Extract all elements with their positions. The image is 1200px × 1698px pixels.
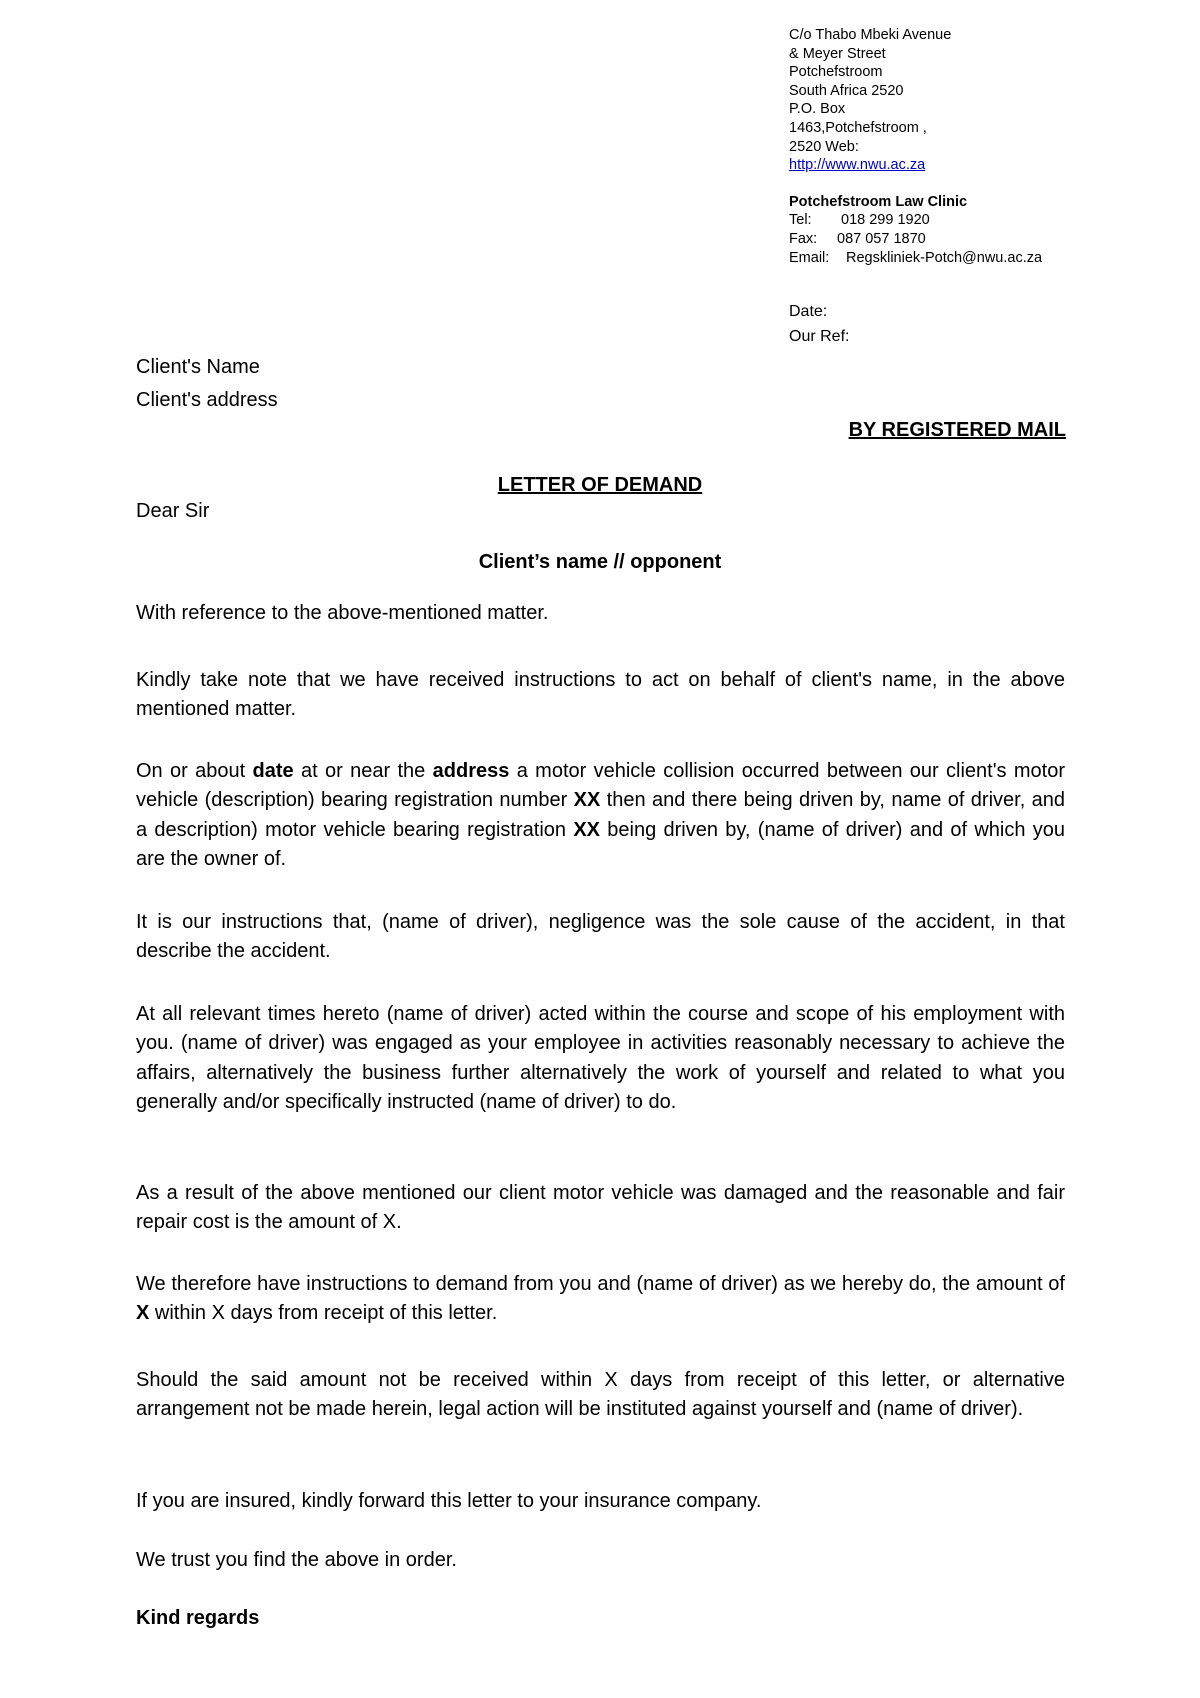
paragraph-legal-action: Should the said amount not be received within X days from receipt of this letter, or alternative arrangement not be made herein, legal action will be instituted against yourself and (name of driver). (136, 1369, 1065, 1421)
tel-row (789, 211, 1089, 230)
delivery-note: BY REGISTERED MAIL (848, 419, 1066, 441)
tel-label: Tel: (789, 212, 812, 229)
date-label: Date: (789, 303, 828, 320)
closing: Kind regards (136, 1607, 260, 1629)
address-line: C/o Thabo Mbeki Avenue (789, 27, 952, 43)
website-link[interactable]: http://www.nwu.ac.za (789, 157, 926, 174)
subject-line: Client’s name // opponent (478, 551, 722, 573)
recipient-block (136, 351, 278, 417)
tel-value: 018 299 1920 (841, 212, 930, 229)
address-line: Potchefstroom (789, 64, 883, 81)
paragraph-insurance: If you are insured, kindly forward this letter to your insurance company. (136, 1490, 762, 1512)
email-label: Email: (789, 249, 830, 266)
paragraph-employment: At all relevant times hereto (name of driver) acted within the course and scope of his employment with you. (name of driver) was engaged as your employee in activities reasonably necessary to achieve the affairs, alternatively the business further alternatively the work of yourself and related to what you generally and/or specifically instructed (name of driver) to do. (136, 1003, 1065, 1114)
paragraph-reference: With reference to the above-mentioned matter. (136, 602, 549, 624)
address-line: & Meyer Street (789, 45, 886, 62)
our-ref-label: Our Ref: (789, 328, 850, 345)
recipient-name: Client's Name (136, 356, 260, 378)
fax-label: Fax: (789, 230, 818, 247)
address-line: P.O. Box (789, 101, 846, 118)
paragraph-demand: We therefore have instructions to demand from you and (name of driver) as we hereby do, the amount of X within X days from receipt of this letter. (136, 1273, 1065, 1325)
paragraph-negligence: It is our instructions that, (name of driver), negligence was the sole cause of the accident, in that describe the accident. (136, 911, 1065, 963)
address-line: 1463,Potchefstroom , (789, 119, 927, 136)
letter-meta (789, 299, 849, 349)
recipient-address: Client's address (136, 389, 278, 411)
letter-title: LETTER OF DEMAND (497, 474, 703, 496)
paragraph-trust: We trust you find the above in order. (136, 1549, 457, 1571)
paragraph-collision: On or about date at or near the address a motor vehicle collision occurred between our client's motor vehicle (description) bearing registration number XX then and there being driven by, name of driver, and a description) motor vehicle bearing registration XX being driven by, (name of driver) and of which you are the owner of. (136, 760, 1066, 871)
email-value: Regskliniek-Potch@nwu.ac.za (846, 249, 1043, 266)
clinic-name: Potchefstroom Law Clinic (789, 193, 968, 210)
paragraph-damage: As a result of the above mentioned our client motor vehicle was damaged and the reasonable and fair repair cost is the amount of X. (136, 1182, 1065, 1234)
paragraph-instructions: Kindly take note that we have received instructions to act on behalf of client's name, in the above mentioned matter. (136, 669, 1065, 721)
fax-value: 087 057 1870 (837, 230, 926, 247)
email-row (789, 249, 1089, 268)
letterhead (789, 26, 1089, 267)
address-line: South Africa 2520 (789, 82, 904, 99)
salutation: Dear Sir (136, 500, 210, 522)
fax-row (789, 230, 1089, 249)
address-line: 2520 Web: (789, 138, 859, 155)
